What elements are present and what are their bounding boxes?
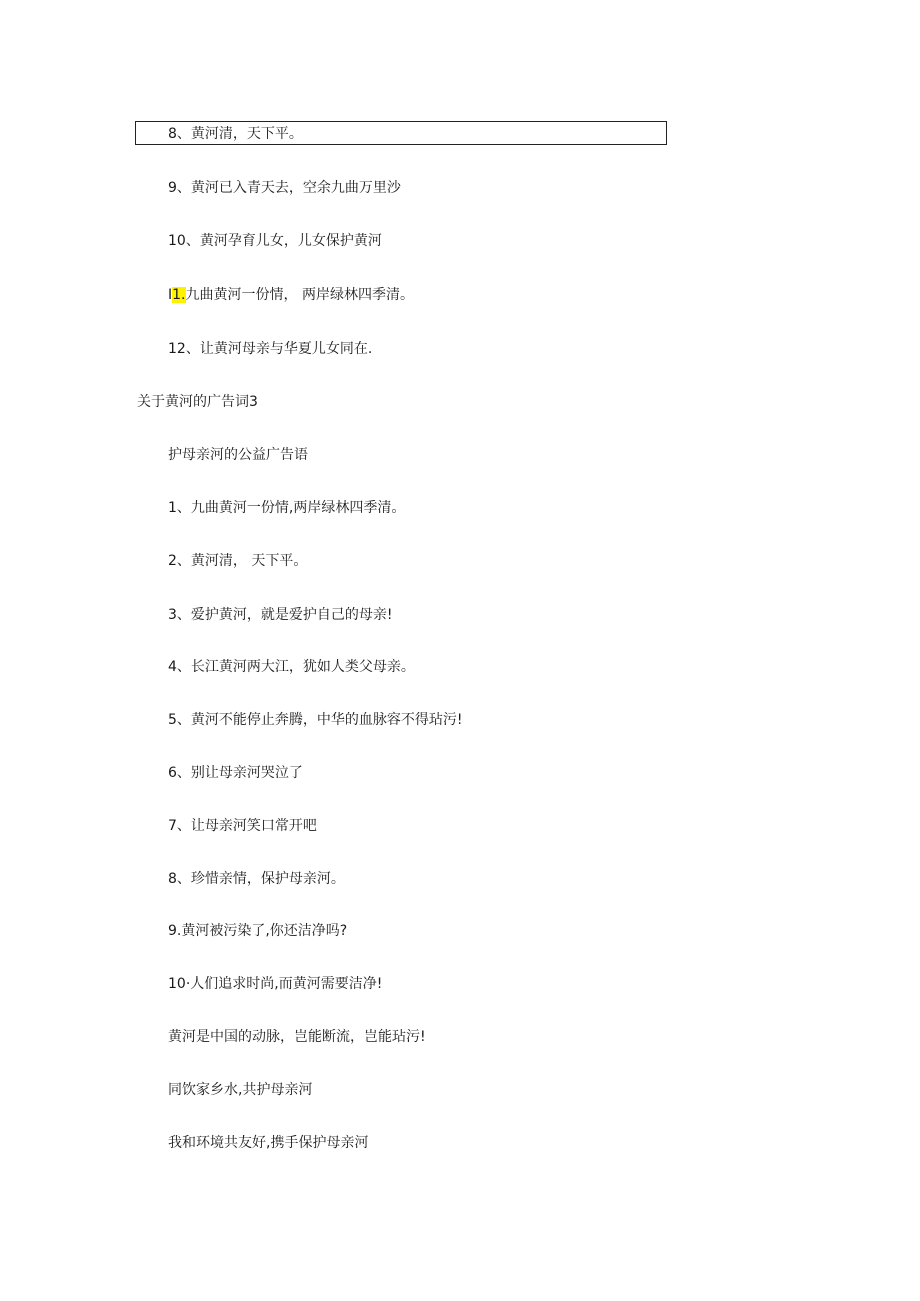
list-item: 10·人们追求时尚,而黄河需要洁净! xyxy=(168,976,383,992)
list-item: 9、黄河已入青天去，空余九曲万里沙 xyxy=(168,180,401,196)
section-heading: 关于黄河的广告词3 xyxy=(137,394,258,410)
line-11-prefix: I xyxy=(168,287,173,303)
list-item: 我和环境共友好,携手保护母亲河 xyxy=(168,1135,369,1151)
line-11-text: 九曲黄河一份情， 两岸绿林四季清。 xyxy=(185,287,414,303)
highlighted-number: 1. xyxy=(172,287,186,303)
list-item: 3、爱护黄河，就是爱护自己的母亲! xyxy=(168,607,393,623)
list-item: 7、让母亲河笑口常开吧 xyxy=(168,818,317,834)
list-item: 1、九曲黄河一份情,两岸绿林四季清。 xyxy=(168,500,406,516)
list-item: 8、黄河清，天下平。 xyxy=(168,126,303,142)
list-item: 2、黄河清， 天下平。 xyxy=(168,553,308,569)
list-item: 10、黄河孕育儿女，儿女保护黄河 xyxy=(168,233,382,249)
list-item: 12、让黄河母亲与华夏儿女同在. xyxy=(168,341,373,357)
list-item: 5、黄河不能停止奔腾，中华的血脉容不得玷污! xyxy=(168,712,463,728)
list-item-11 xyxy=(168,285,414,305)
list-item: 6、别让母亲河哭泣了 xyxy=(168,765,303,781)
list-item: 4、长江黄河两大江，犹如人类父母亲。 xyxy=(168,659,415,675)
list-item: 8、珍惜亲情，保护母亲河。 xyxy=(168,871,345,887)
list-item: 黄河是中国的动脉，岂能断流，岂能玷污! xyxy=(168,1029,426,1045)
sub-heading: 护母亲河的公益广告语 xyxy=(168,447,308,463)
list-item: 9.黄河被污染了,你还洁净吗? xyxy=(168,923,348,939)
list-item: 同饮家乡水,共护母亲河 xyxy=(168,1082,313,1098)
